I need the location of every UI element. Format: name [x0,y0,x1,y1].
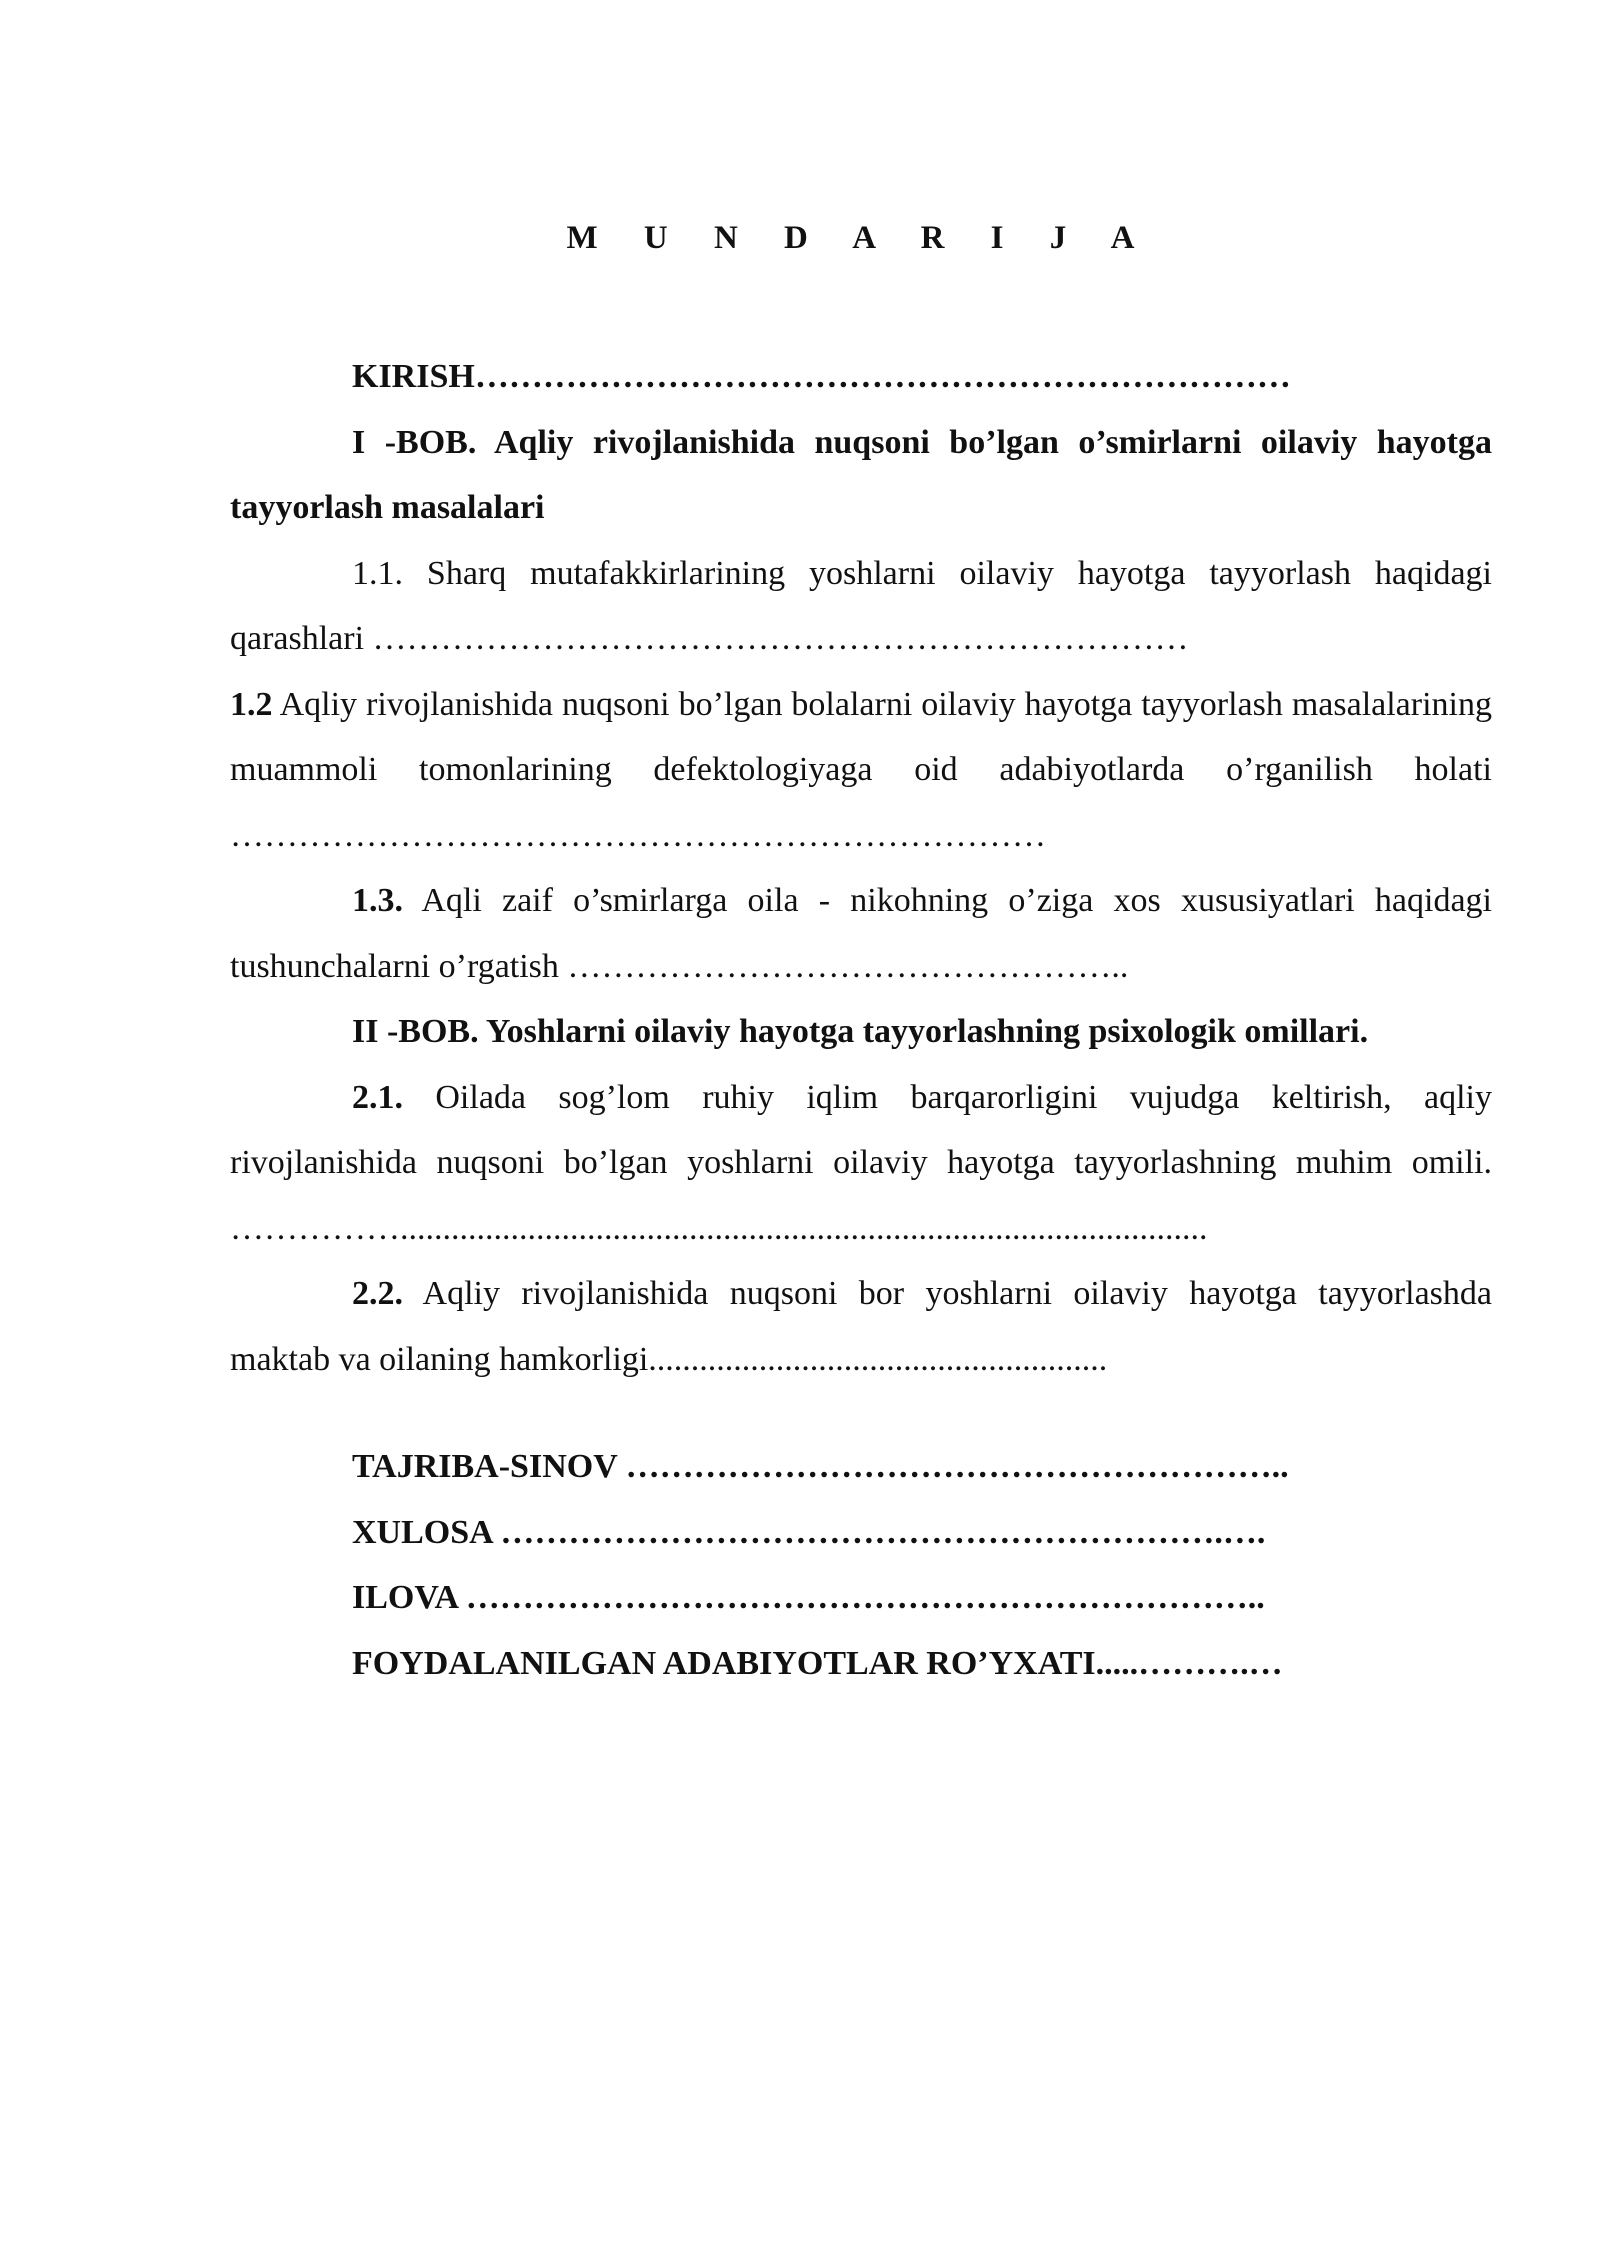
toc-entry-ilova: ILOVA …………………………………………………………….. [352,1579,1265,1616]
section-text: Aqliy rivojlanishida nuqsoni bo’lgan bolalarni oilaviy hayotga tayyorlash masalalarining muammoli tomonlarining defektologiyaga oid adabiyotlarda o’rganilish holati ……………………………………………………………… [230,685,1492,854]
toc-entry-section-2-2 [230,1261,1492,1392]
section-number: 1.3. [352,882,403,919]
section-number: 2.1. [352,1078,403,1116]
toc-entry-section-1-2 [230,672,1492,869]
toc-entry-section-1-3 [230,868,1492,999]
table-of-contents [230,344,1492,1696]
toc-entry-section-1-1: 1.1. Sharq mutafakkirlarining yoshlarni oilaviy hayotga tayyorlash haqidagi qarashlari ……………………………………………………………… [230,554,1492,657]
toc-entry-references: FOYDALANILGAN ADABIYOTLAR RO’YXATI.....……….… [352,1644,1283,1682]
spacer [230,1392,1492,1434]
toc-entry-tajriba: TAJRIBA-SINOV ………………………………………………….. [352,1448,1289,1485]
page-title: M U N D A R I J A [566,220,1154,256]
toc-entry-section-2-1 [230,1065,1492,1262]
toc-entry-kirish: KIRISH……………………………………………………………… [352,358,1291,395]
toc-entry-chapter-1: I -BOB. Aqliy rivojlanishida nuqsoni bo’lgan o’smirlarni oilaviy hayotga tayyorlash masalalari [230,423,1492,526]
section-number: 2.2. [352,1275,403,1312]
section-text: Oilada sog’lom ruhiy iqlim barqarorligini vujudga keltirish, aqliy rivojlanishida nuqsoni bo’lgan yoshlarni oilaviy hayotga tayyorlashning muhim omili. ……………............................................................................................... [230,1078,1492,1247]
toc-entry-xulosa: XULOSA ……………………………………………………….…. [352,1513,1266,1551]
section-number: 1.2 [230,685,273,723]
section-text: Aqliy rivojlanishida nuqsoni bor yoshlarni oilaviy hayotga tayyorlashda maktab va oilaning hamkorligi...................................................... [230,1275,1492,1378]
section-text: Aqli zaif o’smirlarga oila - nikohning o’ziga xos xususiyatlari haqidagi tushunchalarni o’rgatish ………………………………………….. [230,882,1492,985]
toc-entry-chapter-2: II -BOB. Yoshlarni oilaviy hayotga tayyorlashning psixologik omillari. [352,1013,1369,1050]
